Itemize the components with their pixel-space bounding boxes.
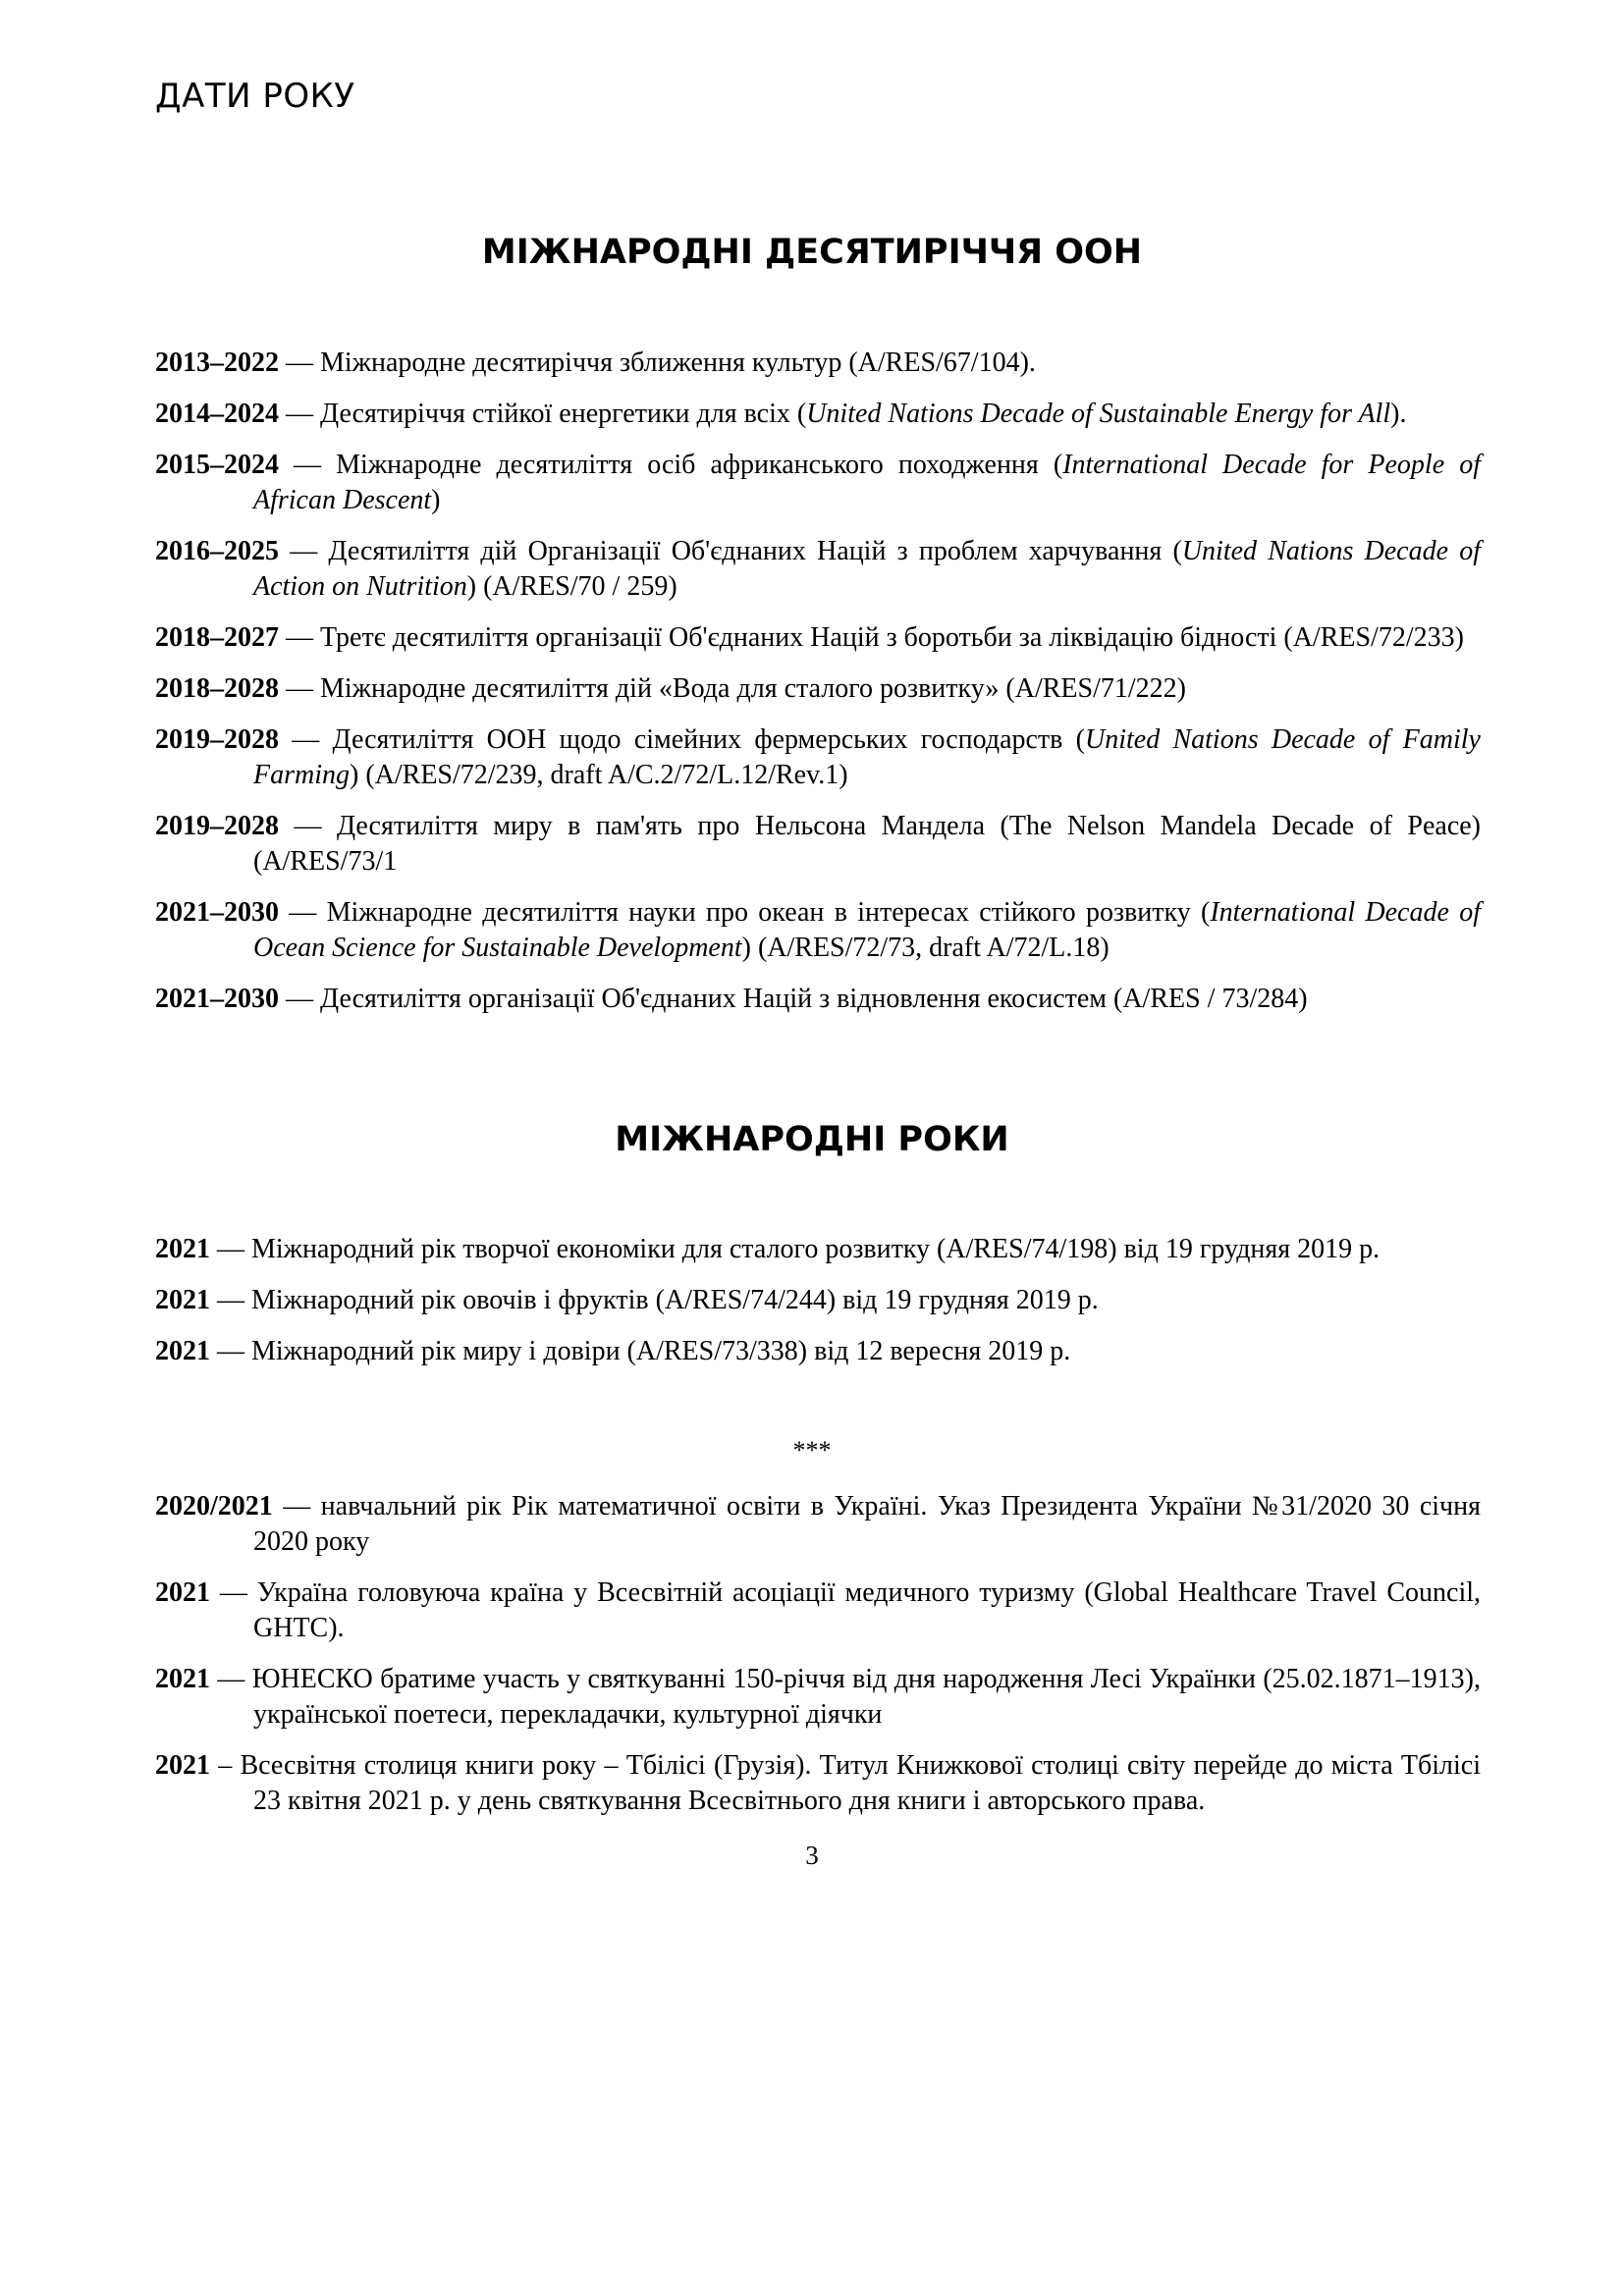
- entry-text: — Десятиліття організації Об'єднаних Націй з відновлення екосистем (A/RES / 73/284): [279, 984, 1308, 1014]
- entry-text: — Україна головуюча країна у Всесвітній асоціації медичного туризму (Global Healthcare Travel Council, GHTC).: [210, 1577, 1481, 1643]
- list-item: [155, 448, 1481, 518]
- list-item: [155, 1748, 1481, 1819]
- entry-text: — Міжнародний рік овочів і фруктів (A/RES/74/244) від 19 грудняя 2019 р.: [210, 1285, 1099, 1315]
- entry-year: 2021: [155, 1664, 210, 1694]
- entry-english-title: United Nations Decade of Sustainable Energy for All: [806, 399, 1391, 429]
- list-item: [155, 346, 1481, 381]
- entry-year: 2021: [155, 1234, 210, 1264]
- entry-english-title: United Nations Decade of Action on Nutrition: [253, 536, 1481, 602]
- entry-year: 2021: [155, 1336, 210, 1366]
- entry-text-end: ) (A/RES/72/239, draft A/C.2/72/L.12/Rev.1): [350, 760, 848, 790]
- entry-year: 2021–2030: [155, 897, 279, 928]
- list-item: [155, 534, 1481, 605]
- list-item: [155, 722, 1481, 793]
- entry-year: 2015–2024: [155, 450, 279, 480]
- entry-english-title: International Decade of Ocean Science for Sustainable Development: [253, 897, 1481, 963]
- entry-year: 2021: [155, 1750, 210, 1781]
- entry-english-title: United Nations Decade of Family Farming: [253, 724, 1481, 790]
- entry-year: 2021: [155, 1577, 210, 1608]
- entry-text: — Десятиліття ООН щодо сімейних фермерських господарств (: [279, 724, 1085, 755]
- list-item: [155, 982, 1481, 1017]
- entry-text: — Міжнародне десятиріччя зближення культур (A/RES/67/104).: [279, 347, 1036, 378]
- entry-year: 2018–2027: [155, 622, 279, 653]
- entry-text-end: ): [431, 485, 441, 515]
- list-item: [155, 671, 1481, 707]
- list-item: [155, 1232, 1481, 1267]
- entry-text: — Десятиліття дій Організації Об'єднаних Націй з проблем харчування (: [279, 536, 1182, 566]
- entry-year: 2018–2028: [155, 673, 279, 704]
- entry-text: — Міжнародний рік творчої економіки для сталого розвитку (A/RES/74/198) від 19 грудняя 2019 р.: [210, 1234, 1380, 1264]
- entry-year: 2021–2030: [155, 984, 279, 1014]
- page-number: 3: [805, 1841, 819, 1870]
- entry-text: — Десятиліття миру в пам'ять про Нельсона Мандела (The Nelson Mandela Decade of Peace) (A/RES/73/1: [253, 811, 1481, 877]
- entry-text: — Десятиріччя стійкої енергетики для всіх (: [279, 399, 807, 429]
- decades-list: [155, 346, 1481, 1033]
- entry-year: 2016–2025: [155, 536, 279, 566]
- entry-year: 2020/2021: [155, 1491, 273, 1522]
- entry-text: — Міжнародне десятиліття дій «Вода для сталого розвитку» (A/RES/71/222): [279, 673, 1186, 704]
- section-title-years: МІЖНАРОДНІ РОКИ: [615, 1120, 1009, 1159]
- list-item: [155, 1662, 1481, 1733]
- entry-text: – Всесвітня столиця книги року – Тбілісі (Грузія). Титул Книжкової столиці світу перейде до міста Тбілісі 23 квітня 2021 р. у день святкування Всесвітнього дня книги і авторського права.: [210, 1750, 1481, 1816]
- list-item: [155, 620, 1481, 656]
- list-item: [155, 1575, 1481, 1646]
- section-title-decades: МІЖНАРОДНІ ДЕСЯТИРІЧЧЯ ООН: [481, 233, 1143, 272]
- entry-english-title: International Decade for People of African Descent: [253, 450, 1481, 515]
- list-item: [155, 1283, 1481, 1318]
- entry-year: 2019–2028: [155, 811, 279, 841]
- entry-text: — навчальний рік Рік математичної освіти в Україні. Указ Президента України №31/2020 30 січня 2020 року: [253, 1491, 1481, 1557]
- entry-text: — Міжнародне десятиліття науки про океан в інтересах стійкого розвитку (: [279, 897, 1211, 928]
- entry-text: — Міжнародний рік миру і довіри (A/RES/73/338) від 12 вересня 2019 р.: [210, 1336, 1071, 1366]
- entry-year: 2014–2024: [155, 399, 279, 429]
- years-list: [155, 1232, 1481, 1385]
- entry-text-end: ) (A/RES/72/73, draft A/72/L.18): [741, 933, 1110, 963]
- list-item: [155, 1489, 1481, 1560]
- entry-text: — Третє десятиліття організації Об'єднаних Націй з боротьби за ліквідацію бідності (A/RES/72/233): [279, 622, 1464, 653]
- entry-text-end: ).: [1390, 399, 1407, 429]
- list-item: [155, 809, 1481, 880]
- running-header: ДАТИ РОКУ: [155, 77, 355, 116]
- entry-text-end: ) (A/RES/70 / 259): [466, 571, 677, 602]
- other-dates-list: [155, 1489, 1481, 1835]
- entry-year: 2013–2022: [155, 347, 279, 378]
- entry-text: — Міжнародне десятиліття осіб африканського походження (: [279, 450, 1063, 480]
- entry-year: 2019–2028: [155, 724, 279, 755]
- list-item: [155, 1334, 1481, 1369]
- list-item: [155, 397, 1481, 432]
- section-separator: ***: [792, 1436, 832, 1465]
- entry-text: — ЮНЕСКО братиме участь у святкуванні 150-річчя від дня народження Лесі Українки (25.02.1871–1913), української поетеси, перекладачки, культурної діячки: [210, 1664, 1481, 1730]
- entry-year: 2021: [155, 1285, 210, 1315]
- list-item: [155, 895, 1481, 966]
